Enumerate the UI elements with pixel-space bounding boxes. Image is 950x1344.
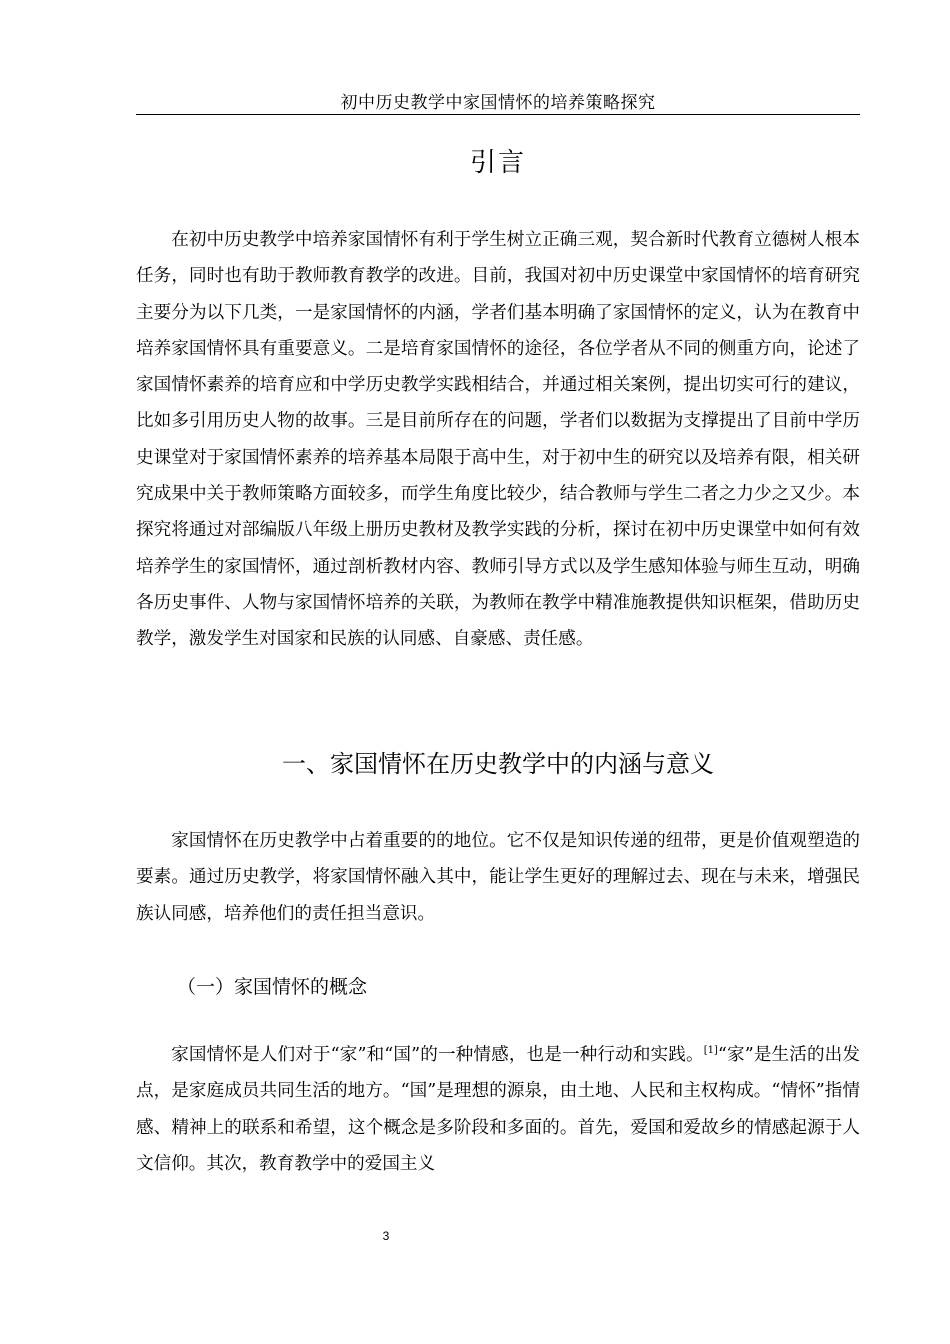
header-rule xyxy=(136,114,860,115)
subsection-heading: （一）家国情怀的概念 xyxy=(177,976,368,998)
citation-marker: [1] xyxy=(703,1045,718,1057)
page-number: 3 xyxy=(382,1229,390,1243)
section-heading: 一、家国情怀在历史教学中的内涵与意义 xyxy=(282,750,714,778)
intro-heading: 引言 xyxy=(469,148,526,178)
subsection-paragraph xyxy=(136,1037,860,1182)
paragraph-text-after-citation: “家”是生活的出发点，是家庭成员共同生活的地方。“国”是理想的源泉，由土地、人民和主权构成。“情怀”指情感、精神上的联系和希望，这个概念是多阶段和多面的。首先，爱国和爱故乡的情感起源于人文信仰。其次，教育教学中的爱国主义 xyxy=(136,1045,860,1174)
section-paragraph: 家国情怀在历史教学中占着重要的的地位。它不仅是知识传递的纽带，更是价值观塑造的要素。通过历史教学，将家国情怀融入其中，能让学生更好的理解过去、现在与未来，增强民族认同感，培养他们的责任担当意识。 xyxy=(136,831,860,924)
intro-paragraph: 在初中历史教学中培养家国情怀有利于学生树立正确三观，契合新时代教育立德树人根本任务，同时也有助于教师教育教学的改进。目前，我国对初中历史课堂中家国情怀的培育研究主要分为以下几类，一是家国情怀的内涵，学者们基本明确了家国情怀的定义，认为在教育中培养家国情怀具有重要意义。二是培育家国情怀的途径，各位学者从不同的侧重方向，论述了家国情怀素养的培育应和中学历史教学实践相结合，并通过相关案例，提出切实可行的建议，比如多引用历史人物的故事。三是目前所存在的问题，学者们以数据为支撑提出了目前中学历史课堂对于家国情怀素养的培养基本局限于高中生，对于初中生的研究以及培养有限，相关研究成果中关于教师策略方面较多，而学生角度比较少，结合教师与学生二者之力少之又少。本探究将通过对部编版八年级上册历史教材及教学实践的分析，探讨在初中历史课堂中如何有效培养学生的家国情怀，通过剖析教材内容、教师引导方式以及学生感知体验与师生互动，明确各历史事件、人物与家国情怀培养的关联，为教师在教学中精准施教提供知识框架，借助历史教学，激发学生对国家和民族的认同感、自豪感、责任感。 xyxy=(136,230,860,650)
paragraph-text-before-citation: 家国情怀是人们对于“家”和“国”的一种情感，也是一种行动和实践。 xyxy=(171,1045,704,1065)
running-header: 初中历史教学中家国情怀的培养策略探究 xyxy=(340,93,656,113)
